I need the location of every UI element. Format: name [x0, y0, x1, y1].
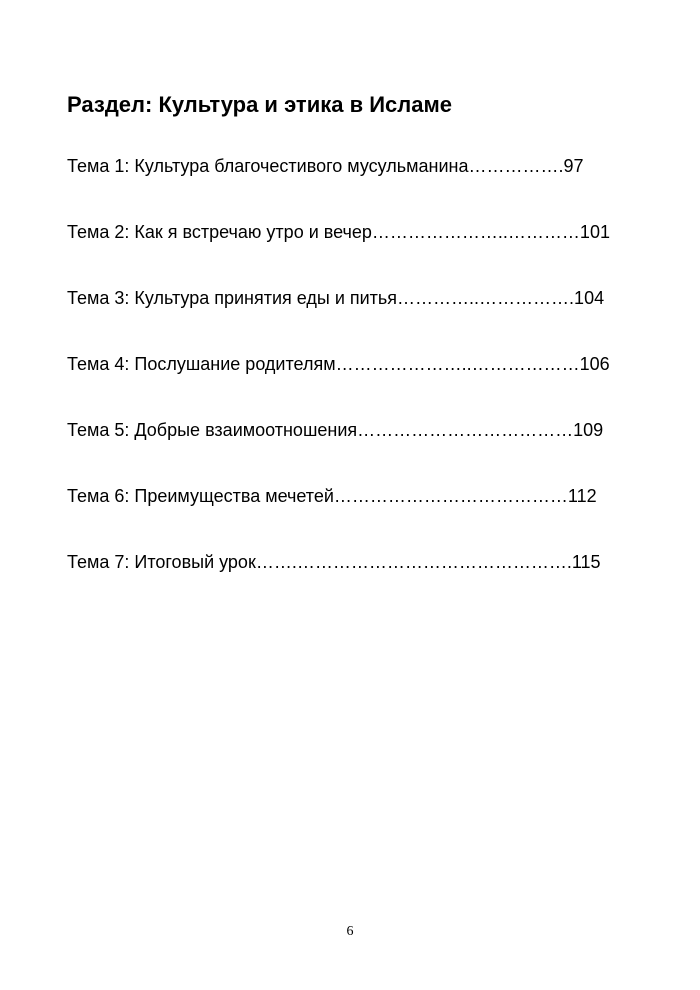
section-title: Раздел: Культура и этика в Исламе	[67, 92, 452, 117]
toc-entry-1: Тема 1: Культура благочестивого мусульманина…………….97	[67, 156, 584, 176]
toc-entry-6: Тема 6: Преимущества мечетей…………………………………112	[67, 486, 597, 506]
toc-entry-7: Тема 7: Итоговый урок…….……………………………………….115	[67, 552, 601, 572]
toc-entry-2: Тема 2: Как я встречаю утро и вечер…………………..…………101	[67, 222, 610, 242]
page-number: 6	[346, 924, 354, 939]
toc-entry-3: Тема 3: Культура принятия еды и питья…………..…………….104	[67, 288, 605, 308]
toc-entry-4: Тема 4: Послушание родителям…………………..………………106	[67, 354, 610, 374]
table-of-contents	[67, 150, 647, 612]
toc-entry-5: Тема 5: Добрые взаимоотношения………………………………109	[67, 420, 604, 440]
